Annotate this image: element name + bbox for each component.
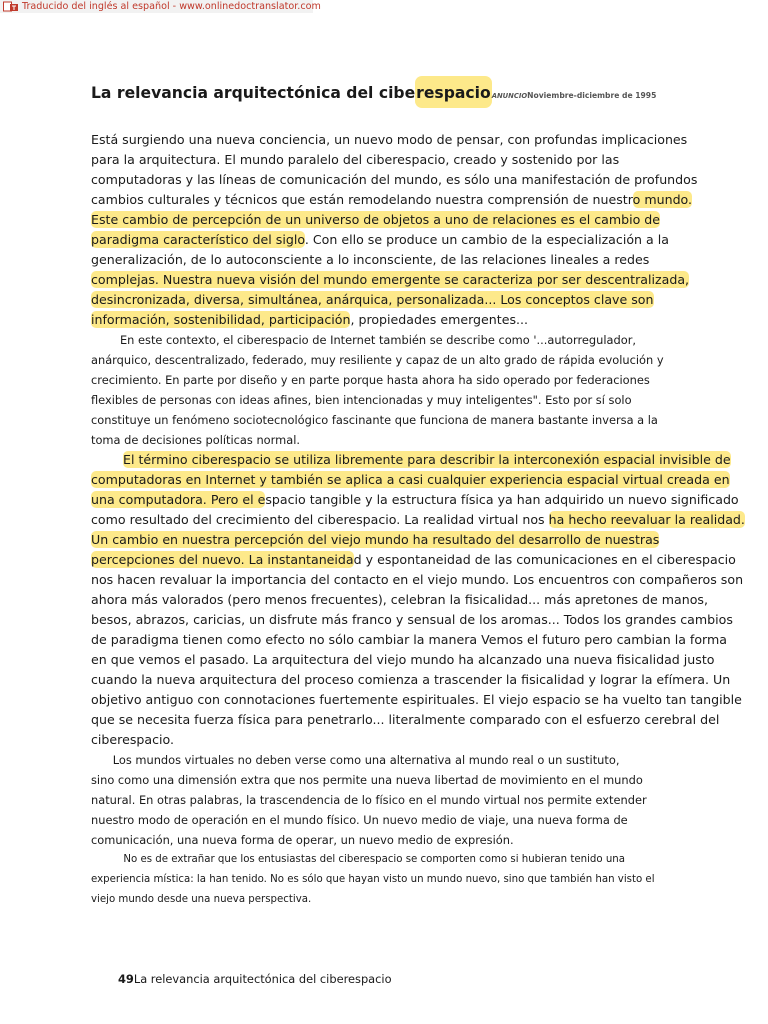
text-line — [91, 510, 745, 530]
paragraph-5 — [91, 850, 691, 910]
text-line — [91, 490, 739, 510]
text-line — [91, 790, 691, 810]
text-segment: flexibles de personas con ideas afines, bien intencionadas y muy inteligentes". Esto por sí solo — [91, 393, 632, 407]
text-line — [91, 750, 691, 770]
text-segment: para la arquitectura. El mundo paralelo del ciberespacio, creado y sostenido por las — [91, 152, 620, 167]
text-segment: , propiedades emergentes... — [350, 312, 529, 327]
paragraph-4 — [91, 750, 691, 850]
text-line — [91, 610, 733, 630]
paragraph-1 — [91, 130, 698, 330]
text-line — [91, 630, 728, 650]
text-line — [91, 550, 736, 570]
highlighted-text: o mundo. — [632, 192, 693, 207]
text-line — [91, 270, 691, 290]
highlighted-text: Este cambio de percepción de un universo de objetos a uno de relaciones es el cambio de — [91, 212, 661, 227]
paragraph-2 — [91, 330, 691, 450]
text-segment: nuestro modo de operación en el mundo físico. Un nuevo medio de viaje, una nueva forma de — [91, 813, 628, 827]
text-line — [91, 650, 715, 670]
text-segment: spacio tangible y la estructura física ya han adquirido un nuevo significado — [265, 492, 739, 507]
text-line — [91, 530, 691, 550]
document-body — [91, 130, 745, 910]
ad-tag: ANUNCIO — [491, 92, 528, 100]
highlighted-text: complejas. Nuestra nueva visión del mundo emergente se caracteriza por ser descentralizada, — [91, 272, 690, 287]
pdf-translate-icon — [3, 1, 19, 12]
running-title: La relevancia arquitectónica del ciberespacio — [133, 972, 392, 986]
text-line — [91, 190, 691, 210]
text-line — [91, 830, 691, 850]
highlighted-text: Un cambio en nuestra percepción del viejo mundo ha resultado del desarrollo de nuestras — [91, 532, 660, 547]
text-segment: nos hacen revaluar la importancia del contacto en el viejo mundo. Los encuentros con compañeros son — [91, 572, 744, 587]
text-segment: cambios culturales y técnicos que están remodelando nuestra comprensión de nuestr — [91, 192, 633, 207]
text-line — [91, 470, 730, 490]
text-segment: d y espontaneidad de las comunicaciones en el ciberespacio — [353, 552, 736, 567]
text-segment — [91, 452, 123, 467]
text-segment: besos, abrazos, caricias, un disfrute más franco y sensual de los aromas... Todos los grandes cambios — [91, 612, 733, 627]
text-segment: Está surgiendo una nueva conciencia, un nuevo modo de pensar, con profundas implicaciones — [91, 132, 688, 147]
text-segment: anárquico, descentralizado, federado, muy resiliente y capaz de un alto grado de rápida evolución y — [91, 353, 664, 367]
text-segment: comunicación, una nueva forma de operar, un nuevo medio de expresión. — [91, 833, 514, 847]
text-segment: experiencia mística: la han tenido. No es sólo que hayan visto un mundo nuevo, sino que también han visto el — [91, 874, 655, 885]
text-segment: constituye un fenómeno sociotecnológico fascinante que funciona de manera bastante inversa a la — [91, 413, 658, 427]
text-segment: computadoras y las líneas de comunicación del mundo, es sólo una manifestación de profundos — [91, 172, 698, 187]
highlighted-text: percepciones del nuevo. La instantaneida — [91, 552, 354, 567]
highlighted-text: una computadora. Pero el e — [91, 492, 266, 507]
text-segment: No es de extrañar que los entusiastas del ciberespacio se comporten como si hubieran tenido una — [91, 854, 626, 865]
text-segment: crecimiento. En parte por diseño y en parte porque hasta ahora ha sido operado por federaciones — [91, 373, 650, 387]
text-line — [91, 290, 691, 310]
text-segment: . Con ello se produce un cambio de la especialización a la — [304, 232, 669, 247]
text-line — [91, 230, 691, 250]
text-line — [91, 390, 691, 410]
page-number: 49 — [118, 972, 134, 986]
highlighted-text: desincronizada, diversa, simultánea, anárquica, personalizada... Los conceptos clave son — [91, 292, 654, 307]
text-segment: de paradigma tienen como efecto no sólo cambiar la manera Vemos el futuro pero cambian la forma — [91, 632, 728, 647]
highlighted-text: información, sostenibilidad, participación — [91, 312, 351, 327]
text-line — [91, 430, 691, 450]
text-segment: en que vemos el pasado. La arquitectura del viejo mundo ha alcanzado una nueva fisicalidad justo — [91, 652, 715, 667]
text-line — [91, 130, 691, 150]
highlighted-text: ha hecho reevaluar la realidad. — [548, 512, 745, 527]
text-segment: que se necesita fuerza física para penetrarlo... literalmente comparado con el esfuerzo cerebral del — [91, 712, 720, 727]
text-segment: cuando la nueva arquitectura del proceso comienza a trascender la fisicalidad y lograr la efímera. Un — [91, 672, 731, 687]
text-segment: viejo mundo desde una nueva perspectiva. — [91, 894, 312, 905]
text-line — [91, 770, 691, 790]
text-line — [91, 690, 742, 710]
paragraph-3 — [91, 450, 745, 750]
text-segment: En este contexto, el ciberespacio de Internet también se describe como '...autorregulador, — [91, 333, 637, 347]
highlighted-text: computadoras en Internet y también se aplica a casi cualquier experiencia espacial virtual creada en — [91, 472, 730, 487]
page-footer — [118, 972, 392, 986]
text-line — [91, 410, 691, 430]
text-line — [91, 250, 691, 270]
text-line — [91, 170, 698, 190]
text-line — [91, 810, 691, 830]
text-segment: Los mundos virtuales no deben verse como una alternativa al mundo real o un sustituto, — [91, 753, 620, 767]
text-segment: como resultado del crecimiento del ciberespacio. La realidad virtual nos — [91, 512, 549, 527]
text-segment: natural. En otras palabras, la trascendencia de lo físico en el mundo virtual nos permite extender — [91, 793, 647, 807]
text-line — [91, 310, 691, 330]
text-line — [91, 890, 691, 910]
highlighted-text: paradigma característico del siglo — [91, 232, 305, 247]
text-segment: objetivo antiguo con connotaciones fuertemente espirituales. El viejo espacio se ha vuelto tan tangible — [91, 692, 742, 707]
text-segment: ahora más valorados (pero menos frecuentes), celebran la fisicalidad... más apretones de manos, — [91, 592, 708, 607]
text-line — [91, 850, 691, 870]
text-segment: sino como una dimensión extra que nos permite una nueva libertad de movimiento en el mundo — [91, 773, 643, 787]
text-segment: toma de decisiones políticas normal. — [91, 433, 300, 447]
text-segment: ciberespacio. — [91, 732, 174, 747]
text-line — [91, 330, 691, 350]
text-line — [91, 370, 691, 390]
translator-banner[interactable] — [0, 0, 321, 13]
text-line — [91, 450, 731, 470]
text-line — [91, 870, 691, 890]
text-line — [91, 210, 691, 230]
text-line — [91, 590, 708, 610]
document-title: La relevancia arquitectónica del ciberespacio — [91, 84, 492, 102]
text-line — [91, 150, 691, 170]
text-line — [91, 710, 720, 730]
text-line — [91, 730, 691, 750]
translator-link[interactable]: Traducido del inglés al español - www.onlinedoctranslator.com — [22, 0, 321, 12]
text-segment: generalización, de lo autoconsciente a lo inconsciente, de las relaciones lineales a redes — [91, 252, 650, 267]
text-line — [91, 350, 691, 370]
text-line — [91, 670, 731, 690]
highlighted-text: El término ciberespacio se utiliza libremente para describir la interconexión espacial invisible de — [123, 452, 731, 467]
document-header — [91, 84, 691, 106]
text-line — [91, 570, 744, 590]
publication-date: Noviembre-diciembre de 1995 — [527, 91, 657, 100]
